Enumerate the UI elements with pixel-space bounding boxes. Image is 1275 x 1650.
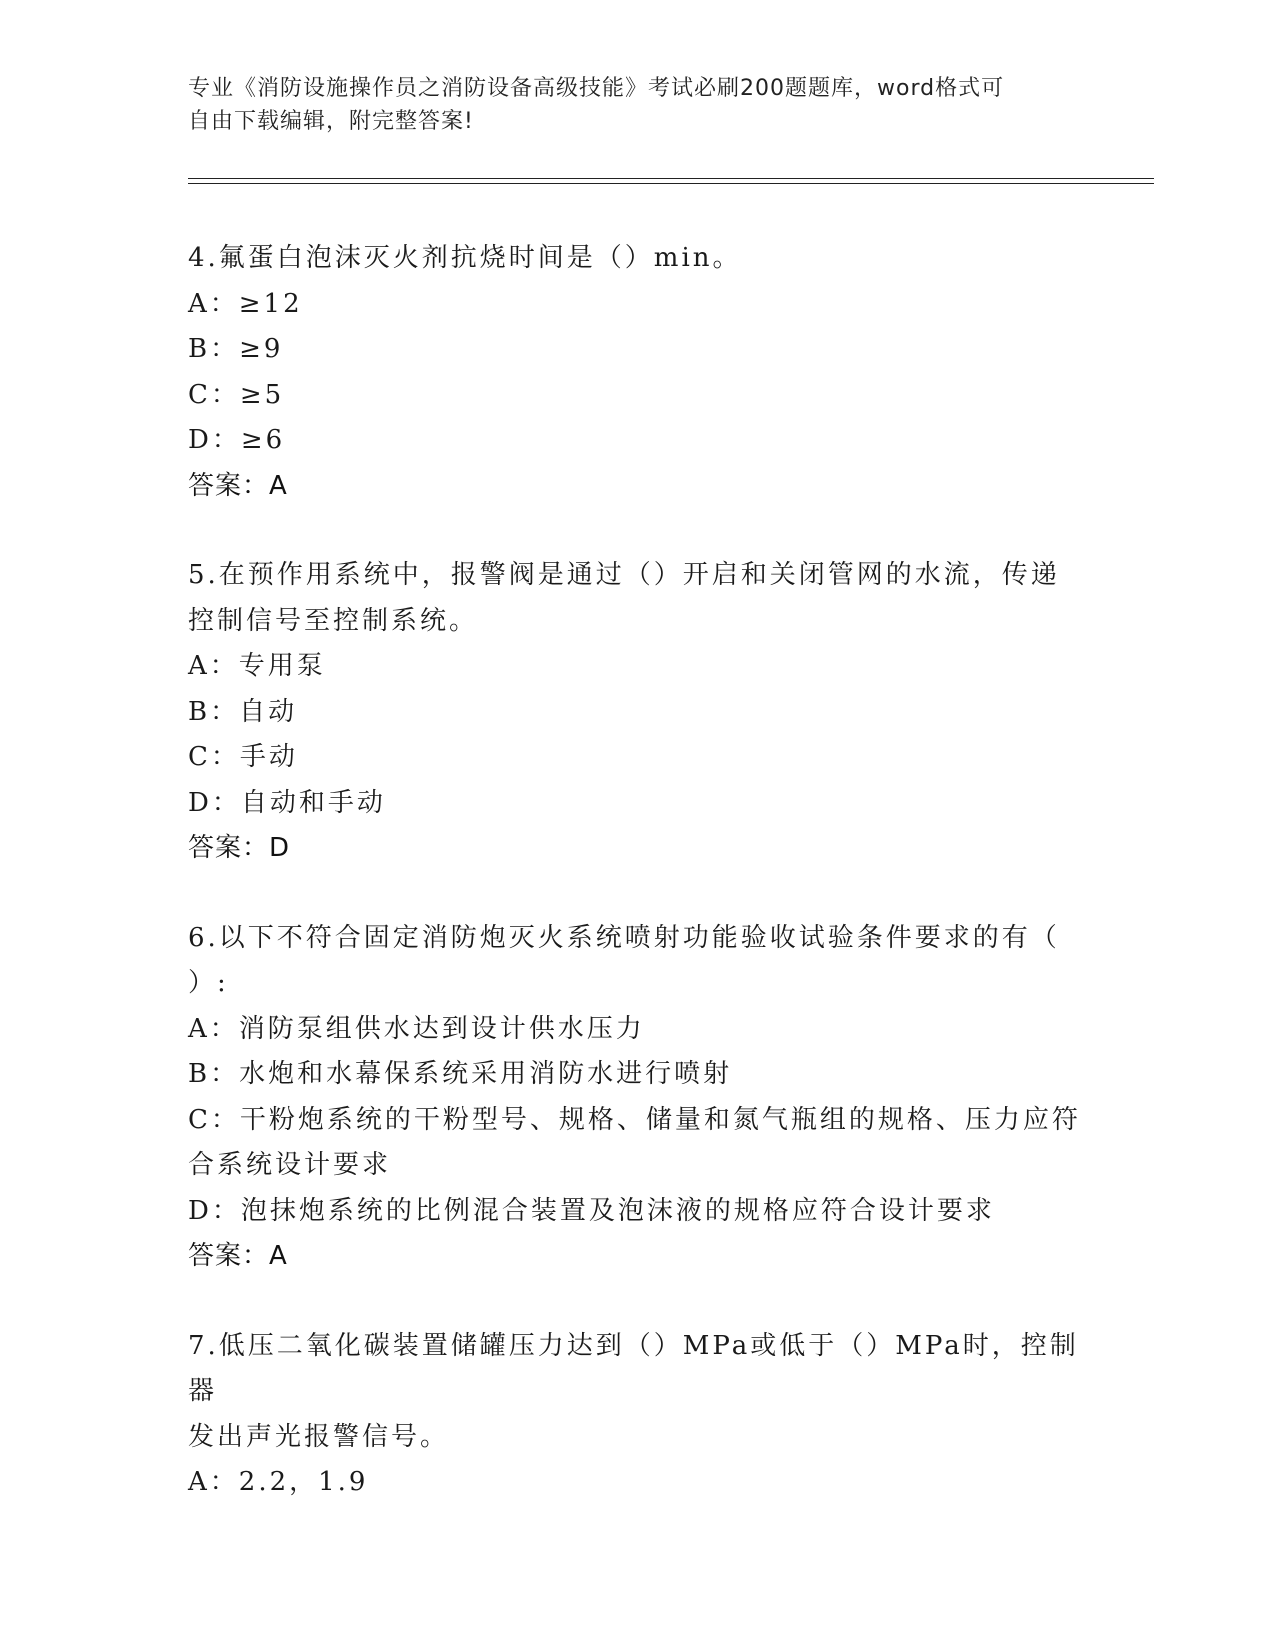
header-rule-top bbox=[188, 178, 1154, 179]
option-a: A：≥12 bbox=[188, 288, 303, 319]
option-b: B：≥9 bbox=[188, 334, 284, 364]
answer-line: 答案：A bbox=[188, 1241, 288, 1271]
question-7 bbox=[188, 1324, 1088, 1506]
question-stem-line-2: 发出声光报警信号。 bbox=[188, 1421, 450, 1452]
option-d: D：≥6 bbox=[188, 425, 286, 455]
question-stem-line-1: 6.以下不符合固定消防炮灭火系统喷射功能验收试验条件要求的有（ bbox=[188, 922, 1060, 953]
header-rule-bottom bbox=[188, 183, 1154, 184]
option-d: D：泡抹炮系统的比例混合装置及泡沫液的规格应符合设计要求 bbox=[188, 1195, 995, 1226]
answer-line: 答案：A bbox=[188, 470, 288, 501]
question-4 bbox=[188, 236, 1088, 509]
option-a: A：2.2，1.9 bbox=[188, 1467, 369, 1497]
question-6 bbox=[188, 916, 1088, 1280]
option-c: C：≥5 bbox=[188, 379, 285, 410]
option-b: B：自动 bbox=[188, 696, 298, 727]
question-stem-line-1: 5.在预作用系统中，报警阀是通过（）开启和关闭管网的水流，传递 bbox=[188, 560, 1060, 590]
header-line-2: 自由下载编辑，附完整答案! bbox=[188, 109, 474, 134]
header-line-1: 专业《消防设施操作员之消防设备高级技能》考试必刷200题题库，word格式可 bbox=[188, 76, 1005, 101]
option-c: C：手动 bbox=[188, 742, 298, 772]
option-b: B：水炮和水幕保系统采用消防水进行喷射 bbox=[188, 1059, 733, 1089]
option-d: D：自动和手动 bbox=[188, 787, 386, 818]
question-list bbox=[188, 236, 1088, 1550]
option-a: A：消防泵组供水达到设计供水压力 bbox=[188, 1013, 645, 1044]
option-c-line-2: 合系统设计要求 bbox=[188, 1150, 392, 1180]
option-a: A：专用泵 bbox=[188, 651, 326, 681]
question-stem-line-1: 7.低压二氧化碳装置储罐压力达到（）MPa或低于（）MPa时，控制器 bbox=[188, 1330, 1079, 1406]
document-header bbox=[188, 72, 1068, 138]
question-stem: 4.氟蛋白泡沫灭火剂抗烧时间是（）min。 bbox=[188, 243, 742, 273]
option-c-line-1: C：干粉炮系统的干粉型号、规格、储量和氮气瓶组的规格、压力应符 bbox=[188, 1104, 1081, 1135]
answer-line: 答案：D bbox=[188, 833, 291, 863]
question-stem-line-2: ）: bbox=[188, 968, 229, 998]
question-5 bbox=[188, 553, 1088, 872]
question-stem-line-2: 控制信号至控制系统。 bbox=[188, 605, 479, 636]
